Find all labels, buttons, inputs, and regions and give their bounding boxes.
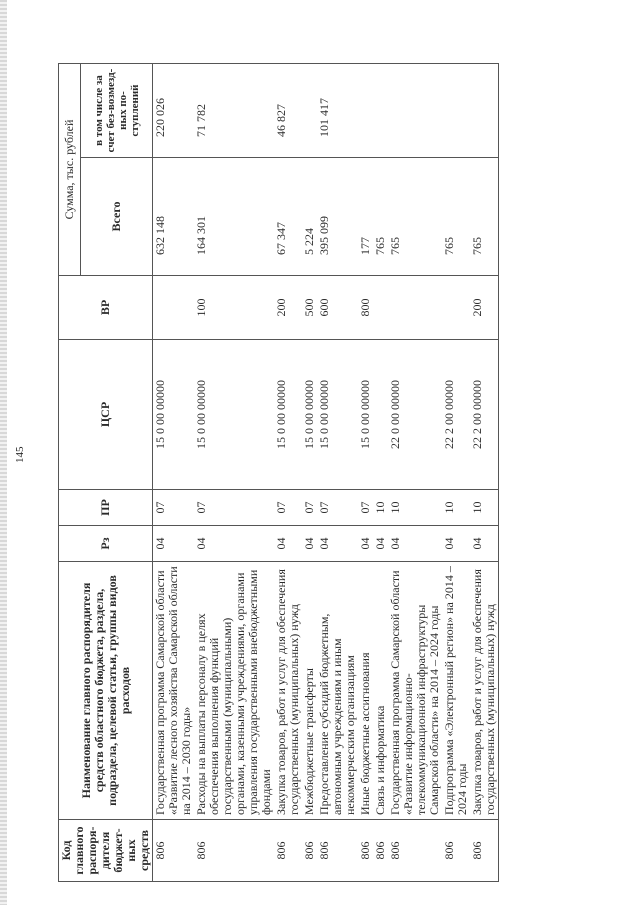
cell-vr: 200 — [470, 276, 499, 340]
cell-incl — [442, 64, 470, 158]
table-row — [470, 64, 499, 882]
cell-csr: 22 0 00 00000 — [388, 340, 442, 490]
cell-incl — [388, 64, 442, 158]
header-pr: ПР — [59, 490, 153, 526]
table-row — [442, 64, 470, 882]
table-row — [388, 64, 442, 882]
cell-incl: 101 417 — [317, 64, 358, 158]
cell-total: 67 347 — [274, 158, 302, 276]
table-row — [302, 64, 317, 882]
cell-rz: 04 — [302, 526, 317, 562]
cell-code: 806 — [153, 820, 195, 882]
cell-vr: 800 — [358, 276, 373, 340]
cell-vr — [153, 276, 195, 340]
cell-total: 395 099 — [317, 158, 358, 276]
cell-code: 806 — [274, 820, 302, 882]
cell-csr — [373, 340, 388, 490]
cell-vr: 200 — [274, 276, 302, 340]
header-csr: ЦСР — [59, 340, 153, 490]
cell-name: Расходы на выплаты персоналу в целях обеспечения выполнения функций государственными (муниципальными) органами, казенными учреждениями, органами управления государственными внебюджетными фондами — [194, 562, 274, 820]
cell-incl — [302, 64, 317, 158]
cell-total: 765 — [373, 158, 388, 276]
page-number: 145 — [14, 446, 26, 463]
cell-pr: 10 — [373, 490, 388, 526]
header-vr: ВР — [59, 276, 153, 340]
table-row — [274, 64, 302, 882]
cell-code: 806 — [194, 820, 274, 882]
cell-total: 765 — [470, 158, 499, 276]
cell-code: 806 — [373, 820, 388, 882]
budget-table — [58, 63, 499, 882]
cell-csr: 15 0 00 00000 — [302, 340, 317, 490]
cell-rz: 04 — [153, 526, 195, 562]
cell-csr: 15 0 00 00000 — [358, 340, 373, 490]
cell-name: Закупка товаров, работ и услуг для обеспечения государственных (муниципальных) нужд — [274, 562, 302, 820]
cell-total: 765 — [388, 158, 442, 276]
cell-name: Межбюджетные трансферты — [302, 562, 317, 820]
cell-pr: 10 — [470, 490, 499, 526]
cell-code: 806 — [358, 820, 373, 882]
cell-vr — [388, 276, 442, 340]
table-body — [153, 64, 499, 882]
cell-rz: 04 — [442, 526, 470, 562]
cell-rz: 04 — [274, 526, 302, 562]
cell-incl — [373, 64, 388, 158]
cell-rz: 04 — [470, 526, 499, 562]
cell-name: Государственная программа Самарской области «Развитие информационно-телекоммуникационной инфраструктуры Самарской области» на 2014 – 2024 годы — [388, 562, 442, 820]
header-sum: Сумма, тыс. рублей — [59, 64, 81, 276]
cell-incl — [358, 64, 373, 158]
cell-vr — [442, 276, 470, 340]
cell-csr: 22 2 00 00000 — [442, 340, 470, 490]
cell-code: 806 — [470, 820, 499, 882]
cell-pr: 10 — [442, 490, 470, 526]
cell-pr: 07 — [302, 490, 317, 526]
cell-total: 5 224 — [302, 158, 317, 276]
cell-pr: 10 — [388, 490, 442, 526]
cell-name: Государственная программа Самарской области «Развитие лесного хозяйства Самарской области на 2014 – 2030 годы» — [153, 562, 195, 820]
table-row — [373, 64, 388, 882]
cell-total: 164 301 — [194, 158, 274, 276]
cell-code: 806 — [317, 820, 358, 882]
cell-rz: 04 — [373, 526, 388, 562]
cell-name: Связь и информатика — [373, 562, 388, 820]
cell-pr: 07 — [358, 490, 373, 526]
cell-vr: 100 — [194, 276, 274, 340]
cell-csr: 22 2 00 00000 — [470, 340, 499, 490]
cell-pr: 07 — [317, 490, 358, 526]
cell-name: Подпрограмма «Электронный регион» на 2014 – 2024 годы — [442, 562, 470, 820]
header-rz: Рз — [59, 526, 153, 562]
cell-total: 632 148 — [153, 158, 195, 276]
cell-code: 806 — [388, 820, 442, 882]
cell-incl: 220 026 — [153, 64, 195, 158]
cell-csr: 15 0 00 00000 — [194, 340, 274, 490]
cell-csr: 15 0 00 00000 — [274, 340, 302, 490]
cell-name: Иные бюджетные ассигнования — [358, 562, 373, 820]
cell-rz: 04 — [358, 526, 373, 562]
header-name: Наименование главного распорядителя средств областного бюджета, раздела, подраздела, целевой статьи, группы видов расходов — [59, 562, 153, 820]
cell-pr: 07 — [274, 490, 302, 526]
cell-code: 806 — [442, 820, 470, 882]
cell-incl: 71 782 — [194, 64, 274, 158]
cell-incl: 46 827 — [274, 64, 302, 158]
table-row — [317, 64, 358, 882]
table-row — [153, 64, 195, 882]
cell-pr: 07 — [153, 490, 195, 526]
cell-vr: 500 — [302, 276, 317, 340]
table-row — [194, 64, 274, 882]
cell-vr: 600 — [317, 276, 358, 340]
cell-name: Закупка товаров, работ и услуг для обеспечения государственных (муниципальных) нужд — [470, 562, 499, 820]
header-total: Всего — [81, 158, 153, 276]
cell-csr: 15 0 00 00000 — [153, 340, 195, 490]
cell-csr: 15 0 00 00000 — [317, 340, 358, 490]
header-code: Код главного распоря-дителя бюджет-ных средств — [59, 820, 153, 882]
cell-total: 765 — [442, 158, 470, 276]
cell-code: 806 — [302, 820, 317, 882]
cell-total: 177 — [358, 158, 373, 276]
cell-pr: 07 — [194, 490, 274, 526]
cell-rz: 04 — [317, 526, 358, 562]
header-incl: в том числе за счет без-возмезд-ных по-ступлений — [81, 64, 153, 158]
cell-incl — [470, 64, 499, 158]
cell-vr — [373, 276, 388, 340]
cell-rz: 04 — [388, 526, 442, 562]
cell-name: Предоставление субсидий бюджетным, автономным учреждениям и иным некоммерческим организациям — [317, 562, 358, 820]
table-row — [358, 64, 373, 882]
cell-rz: 04 — [194, 526, 274, 562]
